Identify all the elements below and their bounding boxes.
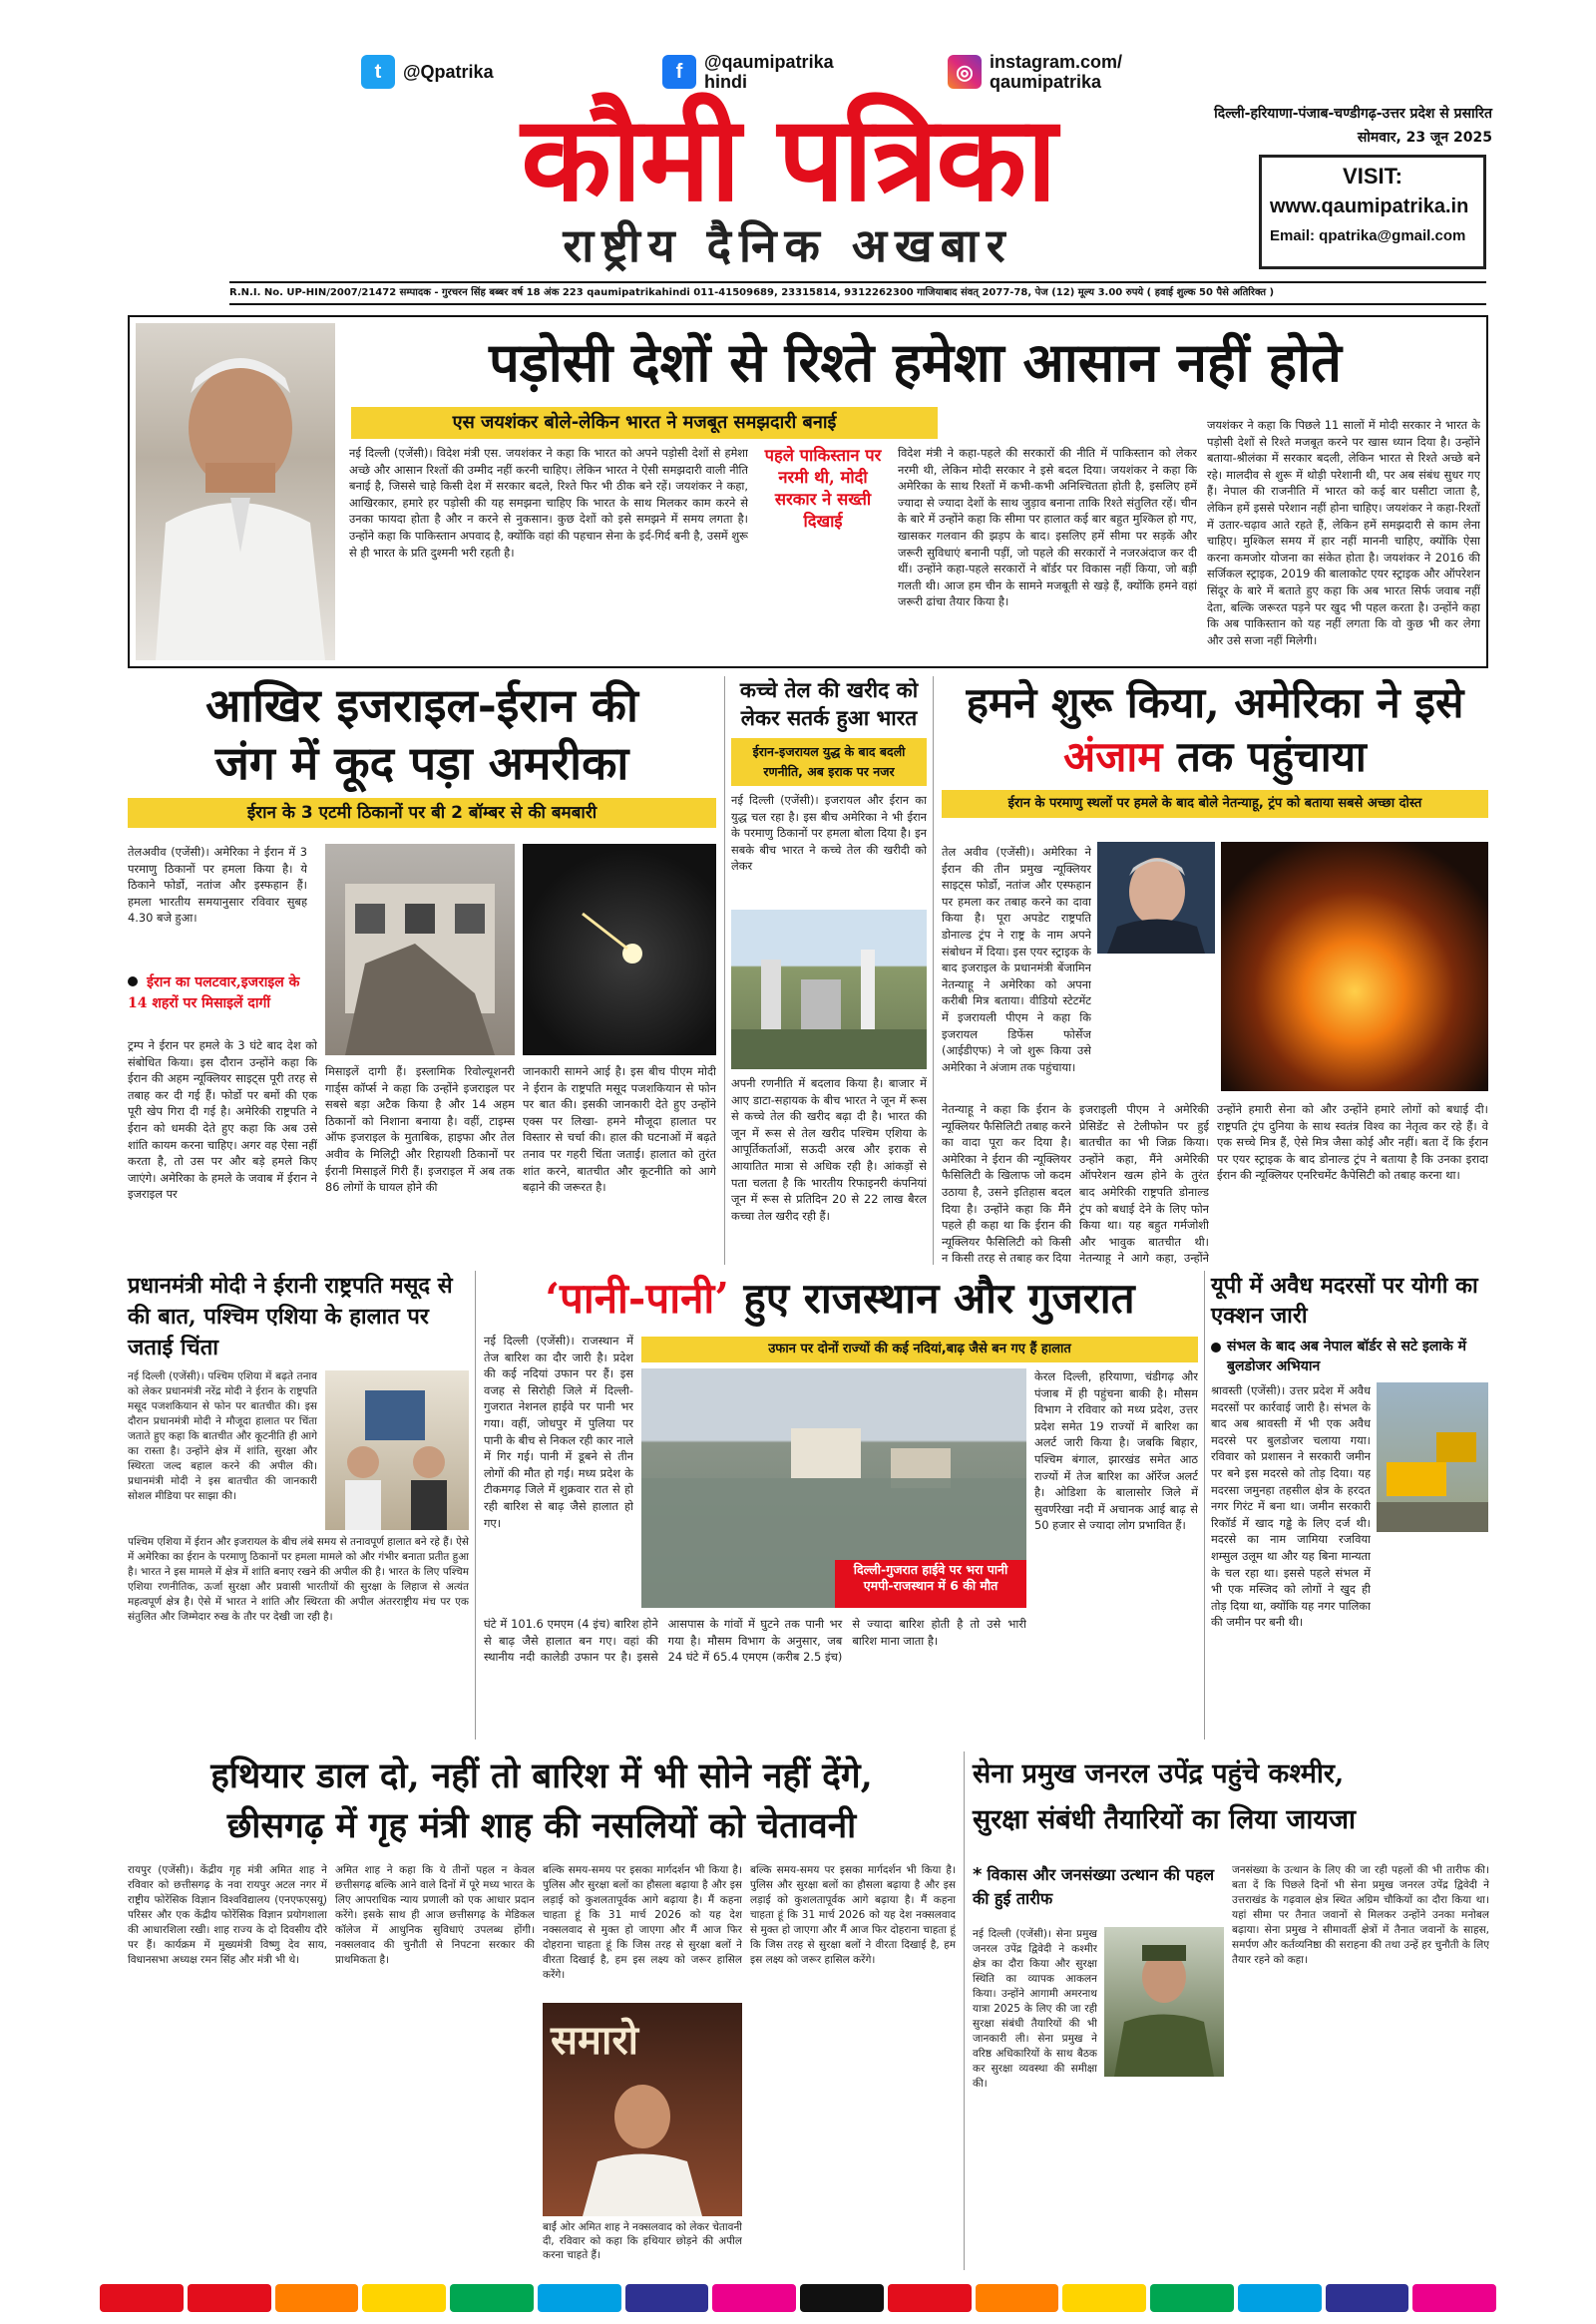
- jaishankar-photo: [136, 323, 335, 660]
- footer-color-swatch: [538, 2284, 621, 2312]
- footer-color-swatch: [888, 2284, 972, 2312]
- modi-call-photo: [325, 1370, 469, 1530]
- story8-headline-1: हथियार डाल दो, नहीं तो बारिश में भी सोने नहीं देंगे,: [210, 1755, 873, 1796]
- footer-color-swatch: [712, 2284, 796, 2312]
- story4-col3: इजराइली पीएम ने अमेरिकी प्रेसिडेंट से टेलीफोन पर हुई बातचीत का भी जिक्र किया। उन्होंने कहा, मैंने अमेरिकी ऑपरेशन खत्म होने के तुरंत बाद अमेरिकी राष्ट्रपति डोनाल्ड ट्रंप को बधाई देने के लिए फोन किया था। यह बहुत गर्मजोशी और भावुक बातचीत थी। नेतन्याहू ने आगे कहा, उन्होंने: [1079, 1102, 1209, 1265]
- story2-headline-1: आखिर इजराइल-ईरान की: [205, 678, 638, 732]
- story8-col1: रायपुर (एजेंसी)। केंद्रीय गृह मंत्री अमित शाह ने रविवार को छत्तीसगढ़ के नवा रायपुर अटल नगर में राष्ट्रीय फोरेंसिक विज्ञान विश्वविद्यालय (एनएफएसयू) परिसर और एक केंद्रीय फोरेंसिक विज्ञान प्रयोगशाला की आधारशिला रखी। शाह राज्य के दो दिवसीय दौरे पर हैं। कार्यक्रम में मुख्यमंत्री विष्णु देव साय, विधानसभा अध्यक्ष रमन सिंह और मंत्री भी थे।: [128, 1864, 327, 1966]
- story-us-iran: [128, 676, 716, 1265]
- facebook-icon: f: [662, 55, 696, 89]
- refinery-photo: [731, 910, 927, 1069]
- bullet-icon: [128, 976, 138, 986]
- story-crude-oil: [724, 676, 934, 1265]
- footer-color-swatch: [100, 2284, 184, 2312]
- story9-col1: नई दिल्ली (एजेंसी)। सेना प्रमुख जनरल उपेंद्र द्विवेदी ने कश्मीर क्षेत्र का दौरा किया और सुरक्षा स्थिति का व्यापक आकलन किया। उन्होंने आगामी अमरनाथ यात्रा 2025 के लिए की जा रही सुरक्षा संबंधी तैयारियों की भी जानकारी ली। सेना प्रमुख ने वरिष्ठ अधिकारियों के साथ बैठक कर सुरक्षा व्यवस्था की समीक्षा की।: [973, 1928, 1097, 2090]
- story8-col3: बल्कि समय-समय पर इसका मार्गदर्शन भी किया है। पुलिस और सुरक्षा बलों का हौसला बढ़ाया है और इस लड़ाई को कुशलतापूर्वक आगे बढ़ाया है। मैं कहना चाहता हूं कि 31 मार्च 2026 को यह देश नक्सलवाद से मुक्त हो जाएगा और मैं आज फिर दोहराना चाहता हूं कि जिस तरह से सुरक्षा बलों ने वीरता दिखाई है, हम इस लक्ष्य को जरूर हासिल करेंगे।: [543, 1864, 742, 1981]
- story8-extra-col: [750, 1863, 956, 2262]
- website-link[interactable]: www.qaumipatrika.in: [1270, 195, 1469, 217]
- story1-pullquote: पहले पाकिस्तान पर नरमी थी, मोदी सरकार ने सख्ती दिखाई: [764, 446, 882, 531]
- story9-subhead-text: विकास और जनसंख्या उत्थान की पहल की हुई तारीफ: [973, 1865, 1215, 1908]
- story-rain-floods: [475, 1271, 1205, 1740]
- story-modi-iran: [128, 1271, 469, 1740]
- footer-color-swatch: [1150, 2284, 1234, 2312]
- story7-body: श्रावस्ती (एजेंसी)। उत्तर प्रदेश में अवैध मदरसों पर कार्रवाई जारी है। संभल के बाद अब श्रावस्ती में भी एक अवैध मदरसे पर बुलडोजर चलाया गया।रविवार को प्रशासन ने सरकारी जमीन पर बने इस मदरसे को तोड़ दिया। यह मदरसा जमुनहा तहसील क्षेत्र के हरदत नगर गिरंट में बना था। जमीन सरकारी रिकॉर्ड में खाद गड्ढे के लिए दर्ज थी। मदरसे का नाम जामिया रजविया शम्सुल उलूम था और यह बिना मान्यता के चल रहा था। इससे पहले संभल में भी एक मस्जिद को लोगों ने खुद ही तोड़ दिया था, क्योंकि यह नगर पालिका की जमीन पर बनी थी।: [1211, 1383, 1371, 1630]
- fire-photo: [1221, 842, 1488, 1091]
- story1-col3: जयशंकर ने कहा कि पिछले 11 सालों में मोदी सरकार ने भारत के पड़ोसी देशों से रिश्ते मजबूत करने पर खास ध्यान दिया है। उन्होंने बताया-श्रीलंका में सरकार बदली, लेकिन भारत से रिश्ते अच्छे बने रहे। मालदीव से शुरू में थोड़ी परेशानी थी, पर अब संबंध सुधर गए हैं। नेपाल की राजनीति में भारत को कई बार घसीटा जाता है, लेकिन हमें इससे परेशान नहीं होना चाहिए। जयशंकर ने कहा-रिश्तों में उतार-चढ़ाव आते रहते हैं, लेकिन हमें समझदारी से काम लेना चाहिए। मुश्किल समय में हार नहीं माननी चाहिए, क्योंकि ऐसा करना कमजोर योजना का संकेत होता है। जयशंकर ने 2016 की सर्जिकल स्ट्राइक, 2019 की बालाकोट एयर स्ट्राइक और ऑपरेशन सिंदूर के बारे में बताते हुए कहा कि अब भारत सिर्फ जवाब नहीं देता, बल्कि जरूरत पड़ने पर खुद भी पहल करता है। उन्होंने कहा कि अब पाकिस्तान को यह नहीं लगता कि वो कुछ भी कर लेगा और उसे सजा नहीं मिलेगी।: [1207, 418, 1480, 647]
- footer-color-swatch: [1062, 2284, 1146, 2312]
- story2-headline-2: जंग में कूद पड़ा अमरीका: [214, 736, 629, 790]
- story4-col4: उन्होंने हमारी सेना को और उन्होंने हमारे लोगों को बधाई दी। राष्ट्रपति ट्रंप दुनिया के साथ स्वतंत्र विश्व का नेतृत्व कर रहे हैं। वे एक सच्चे मित्र हैं, ऐसे मित्र जैसा कोई और नहीं। बता दें कि ईरान पर एयर स्ट्राइक के बाद डोनाल्ड ट्रंप ने बताया है कि उनका इरादा ईरान की न्यूक्लियर एनरिचमेंट कैपेसिटी को तबाह करना था।: [1217, 1102, 1488, 1183]
- story2-col3: जानकारी सामने आई है। इस बीच पीएम मोदी ने ईरान के राष्ट्रपति मसूद पजशकियान से फोन पर बात की। इसकी जानकारी देते हुए उन्होंने एक्स पर लिखा- हमने मौजूदा हालात पर विस्तार से चर्चा की। हाल की घटनाओं में बढ़ते तनाव पर गहरी चिंता जताई। हालात को तुरंत शांत करने, बातचीत और कूटनीति को आगे बढ़ाने की जरूरत है।: [523, 1064, 716, 1195]
- brand-title: कौमी पत्रिका: [521, 89, 1055, 227]
- story2-col1: ट्रम्प ने ईरान पर हमले के 3 घंटे बाद देश को संबोधित किया। इस दौरान उन्होंने कहा कि ईरान की अहम न्यूक्लियर साइट्स पूरी तरह से तबाह कर दी गई हैं। फोर्डो पर बमों की एक पूरी खेप गिरा दी गई है। अमेरिकी राष्ट्रपति ने ईरान को धमकी देते हुए कहा कि अब उसे शांति कायम करना चाहिए। अगर वह ऐसा नहीं करता है, तो उस पर और बड़े हमले किए जाएंगे। अमेरिका के हमले के जवाब में ईरान ने इजराइल पर: [128, 1038, 317, 1202]
- story6-caption: दिल्ली-गुजरात हाईवे पर भरा पानी एमपी-राजस्थान में 6 की मौत: [835, 1560, 1026, 1608]
- footer-color-swatch: [188, 2284, 271, 2312]
- asterisk-icon: *: [973, 1864, 983, 1885]
- story7-headline: यूपी में अवैध मदरसों पर योगी का एक्शन जारी: [1211, 1273, 1478, 1329]
- story6-col2: घंटे में 101.6 एमएम (4 इंच) बारिश होने से बाढ़ जैसे हालात बन गए। वहां की स्थानीय नदी कालेडी उफान पर है। इससे आसपास के गांवों में घुटने तक पानी भर गया है। मौसम विभाग के अनुसार, जब 24 घंटे में 65.4 एमएम (करीब 2.5 इंच) से ज्यादा बारिश होती है तो उसे भारी बारिश माना जाता है।: [484, 1617, 1026, 1665]
- facebook-handle-text: @qaumipatrika: [704, 52, 834, 72]
- footer-color-swatch: [625, 2284, 709, 2312]
- story2-missile-photo: [523, 844, 716, 1055]
- twitter-icon: t: [361, 55, 395, 89]
- story9-col2: जनसंख्या के उत्थान के लिए की जा रही पहलों की भी तारीफ की। बता दें कि पिछले दिनों भी सेना प्रमुख जनरल उपेंद्र द्विवेदी ने उत्तराखंड के गढ़वाल क्षेत्र स्थित अग्रिम चौकियों का दौरा किया था। यहां सीमा पर तैनात जवानों से मिलकर उन्होंने उनका मनोबल बढ़ाया। सेना प्रमुख ने सीमावर्ती क्षेत्रों में तैनात जवानों के साहस, समर्पण और कर्तव्यनिष्ठा की सराहना की तथा उन्हें हर चुनौती के लिए तैयार रहने को कहा।: [1232, 1864, 1489, 1966]
- story9-headline-1: सेना प्रमुख जनरल उपेंद्र पहुंचे कश्मीर,: [973, 1758, 1345, 1789]
- story-jaishankar: [128, 315, 1488, 668]
- visit-label: VISIT:: [1343, 164, 1402, 189]
- story6-headline: [484, 1271, 1196, 1327]
- story-up-madrasa: [1211, 1271, 1488, 1740]
- story3-intro: नई दिल्ली (एजेंसी)। इजरायल और ईरान का युद्ध चल रहा है। इस बीच अमेरिका ने भी ईरान के परमाणु ठिकानों पर हमला बोला दिया है। इन सबके बीच भारत ने कच्चे तेल की खरीदी को लेकर: [731, 793, 927, 874]
- story8-col2: अमित शाह ने कहा कि ये तीनों पहल न केवल छत्तीसगढ़ बल्कि आने वाले दिनों में पूरे मध्य भारत के लिए आपराधिक न्याय प्रणाली को एक आधार प्रदान करेंगे। इसके साथ ही आज छत्तीसगढ़ के मेडिकल कॉलेज में आधुनिक सुविधाएं उपलब्ध होंगी। नक्सलवाद की चुनौती से निपटना सरकार की प्राथमिकता है।: [335, 1864, 535, 1966]
- story1-col2: विदेश मंत्री ने कहा-पहले की सरकारों की नीति में पाकिस्तान को लेकर नरमी थी, लेकिन मोदी सरकार ने इसे बदल दिया। जयशंकर ने कहा कि अमेरिका के साथ रिश्तों में कभी-कभी अनिश्चितता होती है, इसलिए हमें ज्यादा से ज्यादा देशों के साथ जुड़ाव बनाना ताकि रिश्ते संतुलित रहें। चीन के बारे में उन्होंने कहा कि सीमा पर हालात कई बार बहुत मुश्किल हो गए, खासकर गलवान की झड़प के बाद। इसलिए हमें सीमा पर सड़कें और जरूरी सुविधाएं बनानी पड़ीं, जो पहले की सरकारों ने नजरअंदाज कर दी थीं। उन्होंने कहा-पहले सरकारों ने बॉर्डर पर विकास नहीं किया, जो बड़ी गलती थी। आज हम चीन के सामने मजबूती से खड़े हैं, क्योंकि हमने वहां जरूरी ढांचा तैयार किया है।: [898, 446, 1197, 609]
- story6-col3: केरल दिल्ली, हरियाणा, चंडीगढ़ और पंजाब में ही पहुंचना बाकी है। मौसम विभाग ने रविवार को मध्य प्रदेश, उत्तर प्रदेश समेत 19 राज्यों में बारिश का अलर्ट जारी किया है। जबकि बिहार, पश्चिम बंगाल, झारखंड समेत आठ राज्यों में तेज बारिश का ऑरेंज अलर्ट है। ओडिशा के बालासोर जिले में सुवर्णरेखा नदी में अचानक आई बाढ़ से 50 हजार से ज्यादा लोग प्रभावित हैं।: [1034, 1369, 1198, 1533]
- amit-shah-photo: [543, 2003, 742, 2216]
- story-amit-shah: [128, 1751, 956, 2270]
- email-link[interactable]: Email: qpatrika@gmail.com: [1270, 227, 1466, 244]
- story4-headline-pre: हमने शुरू किया, अमेरिका ने इसे: [966, 678, 1464, 727]
- brand-tagline: राष्ट्रीय दैनिक अखबार: [563, 218, 1013, 272]
- story2-building-photo: [325, 844, 515, 1055]
- instagram-handle-text: instagram.com/: [990, 52, 1123, 72]
- story2-subhead: [128, 971, 317, 1031]
- story2-subhead-text: ईरान का पलटवार,इजराइल के 14 शहरों पर मिसाइलें दागीं: [128, 974, 300, 1011]
- footer-color-swatch: [1326, 2284, 1409, 2312]
- story4-col1: तेल अवीव (एजेंसी)। अमेरिका ने ईरान की तीन प्रमुख न्यूक्लियर साइट्स फोर्डो, नतांज और एस्फहान पर हमला कर तबाह करने का दावा किया है। पूरा अपडेट राष्ट्रपति डोनाल्ड ट्रंप ने राष्ट्र के नाम अपने संबोधन में दिया। इस एयर स्ट्राइक के बाद इजराइल के प्रधानमंत्री बेंजामिन नेतन्याहू ने अमेरिका को अपना करीबी मित्र बताया। वीडियो स्टेटमेंट में इजरायली पीएम ने कहा कि इजरायल डिफेंस फोर्सेज (आईडीएफ) ने जो शुरू किया उसे अमेरिका ने अंजाम तक पहुंचाया।: [942, 845, 1091, 1074]
- stage-banner-text: समारो: [551, 2017, 639, 2064]
- story8-photo-caption: बाईं ओर अमित शाह ने नक्सलवाद को लेकर चेतावनी दी, रविवार को कहा कि हथियार छोड़ने की अपील करना चाहते हैं।: [543, 2221, 742, 2261]
- footer-color-swatch: [1412, 2284, 1496, 2312]
- story-army-chief: [964, 1751, 1488, 2270]
- twitter-handle[interactable]: [361, 48, 494, 96]
- story2-col2: मिसाइलें दागी हैं। इस्लामिक रिवोल्यूशनरी गार्ड्स कॉर्प्स ने कहा कि उन्होंने इजराइल पर सबसे बड़ा अटैक किया है और 14 अहम ठिकानों को निशाना बनाया है। वहीं, टाइम्स ऑफ इजराइल के मुताबिक, हाइफा और तेल अवीव के मिलिट्री और रिहायशी ठिकानों पर ईरानी मिसाइलें गिरी हैं। इजराइल में अब तक 86 लोगों के घायल होने की: [325, 1064, 515, 1195]
- story7-subhead: [1211, 1337, 1488, 1376]
- story4-col2: नेतन्याहू ने कहा कि ईरान के न्यूक्लियर फैसिलिटी तबाह करने का वादा पूरा कर दिया है। अमेरिका ने ईरान की न्यूक्लियर फैसिलिटी के खिलाफ जो कदम उठाया है, उसने इतिहास बदल दिया है। उन्होंने कहा कि मैंने पहले ही कहा था कि ईरान की न्यूक्लियर फैसिलिटी को किसी न किसी तरह से तबाह कर दिया: [942, 1102, 1071, 1265]
- story7-subhead-text: संभल के बाद अब नेपाल बॉर्डर से सटे इलाके में बुलडोजर अभियान: [1227, 1339, 1466, 1374]
- story9-subhead: [973, 1863, 1222, 1911]
- issue-date: सोमवार, 23 जून 2025: [1357, 130, 1492, 146]
- story5-body1: नई दिल्ली (एजेंसी)। पश्चिम एशिया में बढ़ते तनाव को लेकर प्रधानमंत्री नरेंद्र मोदी ने ईरान के राष्ट्रपति मसूद पजशकियान से फोन पर बातचीत की। इस दौरान प्रधानमंत्री मोदी ने मौजूदा हालात पर चिंता जताते हुए कहा कि बातचीत और कूटनीति ही आगे का रास्ता है। उन्होंने क्षेत्र में शांति, सुरक्षा और स्थिरता जल्द बहाल करने की अपील की। प्रधानमंत्री मोदी ने इस बातचीत की जानकारी सोशल मीडिया पर साझा की।: [128, 1370, 317, 1502]
- footer-color-strip: [100, 2284, 1496, 2312]
- story6-kicker: उफान पर दोनों राज्यों की कई नदियां,बाढ़ जैसे बन गए हैं हालात: [641, 1337, 1198, 1362]
- story1-kicker: एस जयशंकर बोले-लेकिन भारत ने मजबूत समझदारी बनाई: [351, 407, 938, 439]
- story2-kicker: ईरान के 3 एटमी ठिकानों पर बी 2 बॉम्बर से की बमबारी: [128, 798, 716, 828]
- facebook-handle-text-2: hindi: [704, 72, 747, 92]
- netanyahu-photo: [1097, 842, 1215, 954]
- story4-headline-post: तक पहुंचाया: [1162, 732, 1367, 781]
- footer-color-swatch: [800, 2284, 884, 2312]
- bulldozer-photo: [1377, 1382, 1488, 1532]
- footer-color-swatch: [1238, 2284, 1322, 2312]
- story6-col1: नई दिल्ली (एजेंसी)। राजस्थान में तेज बारिश का दौर जारी है। प्रदेश की कई नदियां उफान पर हैं। इस वजह से सिरोही जिले में दिल्ली-गुजरात नेशनल हाईवे पर पानी भर गया। वहीं, जोधपुर में पुलिया पर पानी के बीच से निकल रही कार नाले में गिर गई। पानी में डूबने से तीन लोगों की मौत हो गई। मध्य प्रदेश के टीकमगढ़ जिले में शुक्रवार रात से हो रही बारिश से बाढ़ जैसे हालात हो गए।: [484, 1334, 633, 1530]
- footer-color-swatch: [976, 2284, 1059, 2312]
- footer-color-swatch: [275, 2284, 359, 2312]
- story1-col1: नई दिल्ली (एजेंसी)। विदेश मंत्री एस. जयशंकर ने कहा कि भारत को अपने पड़ोसी देशों से हमेशा अच्छे और आसान रिश्तों की उम्मीद नहीं करनी चाहिए। लेकिन भारत ने ऐसी समझदारी वाली नीति बनाई है, जिससे चाहे किसी देश में सरकार बदले, रिश्ते फिर भी ठीक बने रहें। जयशंकर ने कहा, आखिरकार, हमारे हर पड़ोसी की यह समझना चाहिए कि भारत के साथ मिलकर काम करने से उनका फायदा होता है और न करने से नुकसान। कुछ देशों को इसे समझने में समय लगता है। उन्होंने कहा कि पाकिस्तान अपवाद है, क्योंकि वहां की पहचान सेना के इर्द-गिर्द बनी है, उसमें शुरू से ही भारत के प्रति दुश्मनी भरी रहती है।: [349, 446, 748, 560]
- story8-headline-2: छीसगढ़ में गृह मंत्री शाह की नसलियों को चेतावनी: [226, 1805, 857, 1846]
- bullet-icon: [1211, 1343, 1221, 1353]
- story-netanyahu: [942, 676, 1488, 1265]
- instagram-icon: ◎: [948, 55, 982, 89]
- story9-headline-2: सुरक्षा संबंधी तैयारियों का लिया जायजा: [973, 1804, 1357, 1835]
- story5-headline: प्रधानमंत्री मोदी ने ईरानी राष्ट्रपति मसूद से की बात, पश्चिम एशिया के हालात पर जताई चिंता: [128, 1273, 453, 1360]
- story3-headline: कच्चे तेल की खरीद को लेकर सतर्क हुआ भारत: [739, 677, 919, 730]
- story3-kicker: ईरान-इजरायल युद्ध के बाद बदली रणनीति, अब इराक पर नजर: [731, 738, 927, 786]
- army-chief-photo: [1104, 1927, 1224, 2077]
- visit-box: [1259, 155, 1486, 269]
- regions-line: दिल्ली-हरियाणा-पंजाब-चण्डीगढ़-उत्तर प्रदेश से प्रसारित: [1214, 106, 1492, 122]
- footer-color-swatch: [450, 2284, 534, 2312]
- story4-kicker: ईरान के परमाणु स्थलों पर हमले के बाद बोले नेतन्याहू, ट्रंप को बताया सबसे अच्छा दोस्त: [942, 790, 1488, 818]
- instagram-handle-text-2: qaumipatrika: [990, 72, 1102, 92]
- story2-intro: तेलअवीव (एजेंसी)। अमेरिका ने ईरान में 3 परमाणु ठिकानों पर हमला किया है। ये ठिकाने फोर्डो, नतांज और इस्फहान हैं। हमला भारतीय समयानुसार रविवार सुबह 4.30 बजे हुआ।: [128, 845, 307, 926]
- twitter-handle-text: @Qpatrika: [403, 61, 494, 82]
- story6-headline-red: ‘पानी-पानी’: [545, 1274, 729, 1323]
- story5-body2: पश्चिम एशिया में ईरान और इजरायल के बीच लंबे समय से तनावपूर्ण हालात बने रहे हैं। ऐसे में अमेरिका का ईरान के परमाणु ठिकानों पर हमला मामले को और गंभीर बनाता प्रतीत हुआ है। भारत ने इस मामले में क्षेत्र में शांति बनाए रखने की अपील की है। भारत के लिए पश्चिम एशिया रणनीतिक, ऊर्जा सुरक्षा और प्रवासी भारतीयों की सुरक्षा के लिहाज से अत्यंत महत्वपूर्ण क्षेत्र है। ऐसे में भारत ने शांति और स्थिरता की अपील अंतरराष्ट्रीय मंच पर एक संतुलित और जिम्मेदार रुख के तौर पर देखी जा रही है।: [128, 1536, 469, 1623]
- story4-headline-red: अंजाम: [1063, 732, 1163, 781]
- story4-headline: [942, 676, 1488, 784]
- story6-headline-rest: हुए राजस्थान और गुजरात: [728, 1274, 1135, 1323]
- story3-body: अपनी रणनीति में बदलाव किया है। बाजार में आए डाटा-सहायक के बीच भारत ने जून में रूस से कच्चे तेल की खरीद बढ़ा दी है। भारत की जून में रूस से तेल खरीद पश्चिम एशिया के आपूर्तिकर्ताओं, सऊदी अरब और इराक से आयातित मात्रा से अधिक रही है। आंकड़ों से पता चलता है कि भारतीय रिफाइनरी कंपनियां जून में रूस से प्रतिदिन 20 से 22 लाख बैरल कच्चा तेल खरीद रही हैं।: [731, 1076, 927, 1223]
- rni-strip: R.N.I. No. UP-HIN/2007/21472 सम्पादक - गुरचरन सिंह बब्बर वर्ष 18 अंक 223 qaumipatrikahindi 011-41509689, 23315814, 9312262300 गाजियाबाद संवत् 2077-78, पेज (12) मूल्य 3.00 रुपये ( हवाई शुल्क 50 पैसे अतिरिक्त ): [229, 281, 1486, 305]
- story8-col3-cont: बल्कि समय-समय पर इसका मार्गदर्शन भी किया है। पुलिस और सुरक्षा बलों का हौसला बढ़ाया है और इस लड़ाई को कुशलतापूर्वक आगे बढ़ाया है। मैं कहना चाहता हूं कि 31 मार्च 2026 को यह देश नक्सलवाद से मुक्त हो जाएगा और मैं आज फिर दोहराना चाहता हूं कि जिस तरह से सुरक्षा बलों ने वीरता दिखाई है, हम इस लक्ष्य को जरूर हासिल करेंगे।: [750, 1864, 956, 1966]
- footer-color-swatch: [362, 2284, 446, 2312]
- story1-headline: पड़ोसी देशों से रिश्ते हमेशा आसान नहीं होते: [489, 330, 1342, 394]
